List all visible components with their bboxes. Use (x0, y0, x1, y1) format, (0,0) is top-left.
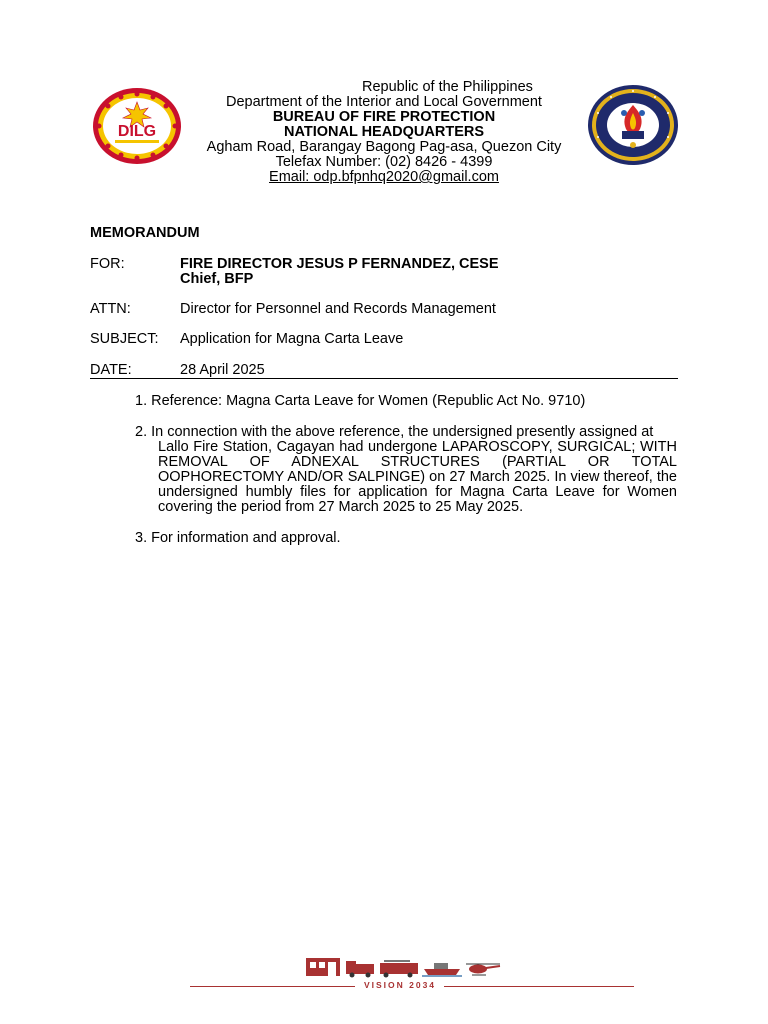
header-email-link[interactable]: Email: odp.bfpnhq2020@gmail.com (269, 169, 499, 185)
paragraph-2-continuation: Lallo Fire Station, Cagayan had undergone LAPAROSCOPY, SURGICAL; WITH REMOVAL OF ADNEXAL STRUCTURES (PARTIAL OR TOTAL OOPHORECTOMY AND/OR SALPINGE) on 27 March 2025. In view thereof, the undersigned humbly files for application for Magna Carta Leave for Women covering the period from 27 March 2025 to 25 May 2025. (158, 439, 677, 515)
subject-value: Application for Magna Carta Leave (180, 331, 404, 347)
dilg-logo-text: DILG (117, 123, 157, 140)
subject-label: SUBJECT: (90, 331, 159, 347)
paragraph-3: 3. For information and approval. (135, 530, 341, 546)
header-bureau: BUREAU OF FIRE PROTECTION (272, 109, 496, 125)
header-department: Department of the Interior and Local Government (226, 94, 542, 110)
header-address: Agham Road, Barangay Bagong Pag-asa, Quezon City (206, 139, 562, 155)
paragraph-2-first-line: 2. In connection with the above reference, the undersigned presently assigned at (135, 424, 654, 440)
for-name: FIRE DIRECTOR JESUS P FERNANDEZ, CESE (180, 256, 499, 272)
footer-vehicles-graphic (306, 956, 502, 978)
attn-label: ATTN: (90, 301, 131, 317)
paragraph-1: 1. Reference: Magna Carta Leave for Women (Republic Act No. 9710) (135, 393, 586, 409)
for-position: Chief, BFP (180, 271, 254, 287)
for-label: FOR: (90, 256, 125, 272)
memo-title: MEMORANDUM (90, 225, 200, 241)
attn-value: Director for Personnel and Records Management (180, 301, 496, 317)
header-republic: Republic of the Philippines (362, 79, 533, 95)
header-telefax: Telefax Number: (02) 8426 - 4399 (275, 154, 493, 170)
header-headquarters: NATIONAL HEADQUARTERS (283, 124, 485, 140)
footer-line-left (190, 986, 355, 987)
footer-line-right (444, 986, 634, 987)
footer-vision-text: VISION 2034 (363, 980, 437, 990)
date-label: DATE: (90, 362, 132, 378)
header-divider (90, 378, 678, 379)
paragraph-2 (135, 425, 677, 515)
date-value: 28 April 2025 (180, 362, 265, 378)
